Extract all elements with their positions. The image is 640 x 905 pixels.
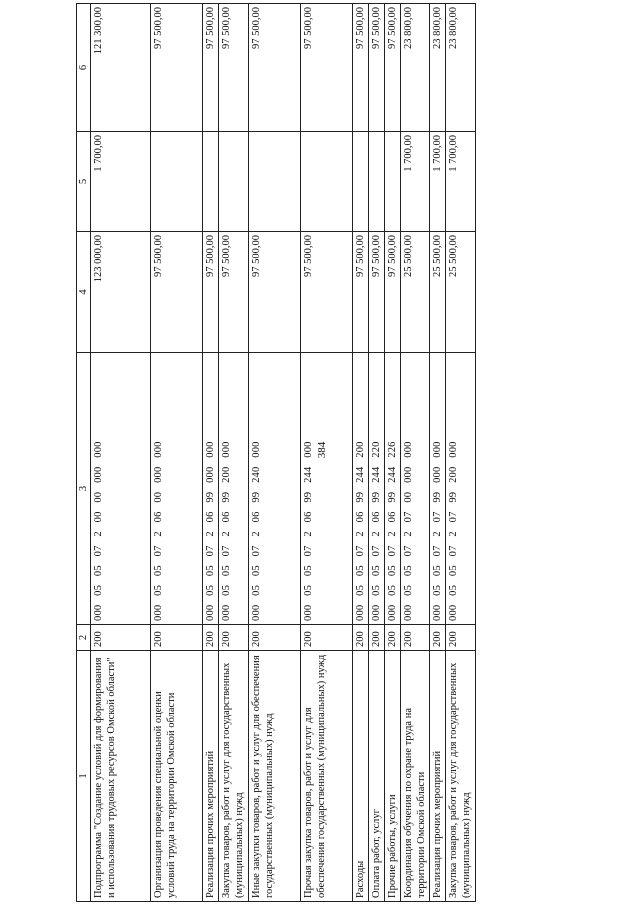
cell-c5 xyxy=(219,132,248,232)
cell-c4: 97 500,00 xyxy=(300,232,352,353)
cell-c5 xyxy=(384,132,400,232)
cell-code: 000 05 05 07 2 06 00 000 000 xyxy=(151,353,203,625)
budget-table xyxy=(76,3,476,902)
cell-c4: 97 500,00 xyxy=(219,232,248,353)
cell-name: Организация проведения специальной оценки условий труда на территории Омской области xyxy=(151,651,203,902)
cell-c6: 97 500,00 xyxy=(219,4,248,132)
cell-c5 xyxy=(203,132,219,232)
cell-c2: 200 xyxy=(248,625,300,651)
table-row xyxy=(91,4,151,902)
cell-name: Реализация прочих мероприятий xyxy=(203,651,219,902)
cell-c2: 200 xyxy=(219,625,248,651)
cell-code: 000 05 05 07 2 00 00 000 000 xyxy=(91,353,151,625)
cell-code: 000 05 05 07 2 06 99 244 200 xyxy=(352,353,368,625)
page-number: 384 xyxy=(316,441,328,459)
cell-name: Координация обучения по охране труда на территории Омской области xyxy=(400,651,429,902)
header-cell: 5 xyxy=(77,132,91,232)
cell-c4: 97 500,00 xyxy=(151,232,203,353)
cell-c4: 97 500,00 xyxy=(384,232,400,353)
cell-c2: 200 xyxy=(151,625,203,651)
table-row xyxy=(151,4,203,902)
header-row xyxy=(77,4,91,902)
cell-c6: 97 500,00 xyxy=(151,4,203,132)
cell-c4: 97 500,00 xyxy=(368,232,384,353)
cell-c2: 200 xyxy=(446,625,475,651)
table-row xyxy=(384,4,400,902)
cell-name: Закупка товаров, работ и услуг для государственных (муниципальных) нужд xyxy=(446,651,475,902)
cell-code: 000 05 05 07 2 06 99 200 000 xyxy=(219,353,248,625)
header-cell: 4 xyxy=(77,232,91,353)
cell-c4: 97 500,00 xyxy=(352,232,368,353)
cell-c2: 200 xyxy=(400,625,429,651)
cell-code: 000 05 05 07 2 06 99 244 226 xyxy=(384,353,400,625)
table-row xyxy=(368,4,384,902)
cell-c4: 25 500,00 xyxy=(400,232,429,353)
header-cell: 1 xyxy=(77,651,91,902)
cell-c2: 200 xyxy=(384,625,400,651)
cell-c6: 97 500,00 xyxy=(300,4,352,132)
cell-c6: 23 800,00 xyxy=(430,4,446,132)
table-row xyxy=(446,4,475,902)
cell-code: 000 05 05 07 2 07 00 000 000 xyxy=(400,353,429,625)
cell-c4: 25 500,00 xyxy=(430,232,446,353)
cell-c2: 200 xyxy=(430,625,446,651)
cell-c6: 97 500,00 xyxy=(368,4,384,132)
rotated-page xyxy=(76,4,564,902)
cell-c6: 97 500,00 xyxy=(384,4,400,132)
cell-c5 xyxy=(248,132,300,232)
cell-c6: 121 300,00 xyxy=(91,4,151,132)
header-cell: 3 xyxy=(77,353,91,625)
cell-code: 000 05 05 07 2 06 99 244 000 xyxy=(300,353,352,625)
cell-c4: 97 500,00 xyxy=(203,232,219,353)
cell-c6: 97 500,00 xyxy=(248,4,300,132)
cell-c2: 200 xyxy=(91,625,151,651)
cell-c5 xyxy=(368,132,384,232)
cell-code: 000 05 05 07 2 06 99 000 000 xyxy=(203,353,219,625)
cell-name: Прочие работы, услуги xyxy=(384,651,400,902)
cell-c4: 123 000,00 xyxy=(91,232,151,353)
cell-c4: 25 500,00 xyxy=(446,232,475,353)
header-cell: 6 xyxy=(77,4,91,132)
table-row xyxy=(352,4,368,902)
cell-name: Иные закупки товаров, работ и услуг для обеспечения государственных (муниципальных) нужд xyxy=(248,651,300,902)
table-row xyxy=(300,4,352,902)
cell-code: 000 05 05 07 2 07 99 200 000 xyxy=(446,353,475,625)
cell-name: Прочая закупка товаров, работ и услуг для обеспечения государственных (муниципальных) нужд xyxy=(300,651,352,902)
table-row xyxy=(219,4,248,902)
cell-c5: 1 700,00 xyxy=(430,132,446,232)
cell-name: Закупка товаров, работ и услуг для государственных (муниципальных) нужд xyxy=(219,651,248,902)
cell-name: Подпрограмма "Создание условий для формирования и использования трудовых ресурсов Омской области" xyxy=(91,651,151,902)
table-container xyxy=(76,4,564,902)
cell-c5: 1 700,00 xyxy=(400,132,429,232)
table-row xyxy=(203,4,219,902)
cell-c5: 1 700,00 xyxy=(91,132,151,232)
cell-c5 xyxy=(300,132,352,232)
cell-c5 xyxy=(151,132,203,232)
cell-c2: 200 xyxy=(368,625,384,651)
cell-c6: 97 500,00 xyxy=(203,4,219,132)
cell-name: Оплата работ, услуг xyxy=(368,651,384,902)
cell-c2: 200 xyxy=(300,625,352,651)
cell-c5: 1 700,00 xyxy=(446,132,475,232)
cell-c6: 23 800,00 xyxy=(400,4,429,132)
cell-c2: 200 xyxy=(203,625,219,651)
cell-c4: 97 500,00 xyxy=(248,232,300,353)
cell-c6: 23 800,00 xyxy=(446,4,475,132)
cell-name: Расходы xyxy=(352,651,368,902)
cell-c6: 97 500,00 xyxy=(352,4,368,132)
header-cell: 2 xyxy=(77,625,91,651)
table-row xyxy=(248,4,300,902)
cell-c5 xyxy=(352,132,368,232)
table-row xyxy=(400,4,429,902)
cell-code: 000 05 05 07 2 06 99 244 220 xyxy=(368,353,384,625)
cell-c2: 200 xyxy=(352,625,368,651)
table-row xyxy=(430,4,446,902)
cell-name: Реализация прочих мероприятий xyxy=(430,651,446,902)
cell-code: 000 05 05 07 2 06 99 240 000 xyxy=(248,353,300,625)
cell-code: 000 05 05 07 2 07 99 000 000 xyxy=(430,353,446,625)
